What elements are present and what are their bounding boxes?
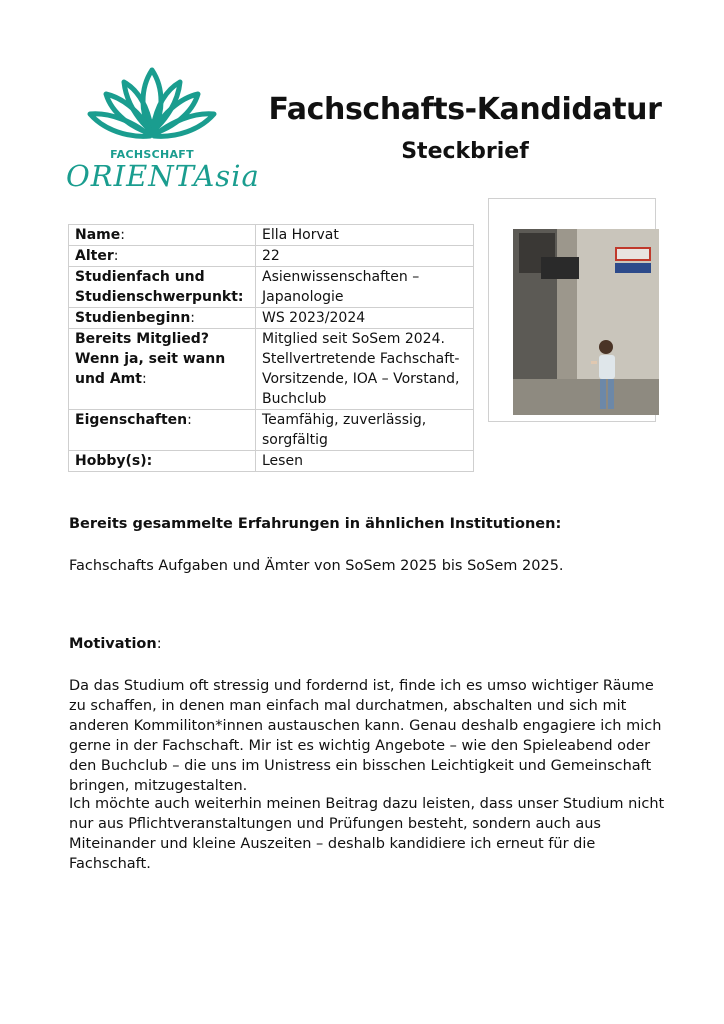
row-label: Hobby(s): <box>69 451 256 472</box>
row-value: Mitglied seit SoSem 2024. Stellvertretende Fachschaft-Vorsitzende, IOA – Vorstand, Buchclub <box>256 329 474 410</box>
table-row <box>69 267 474 308</box>
table-row <box>69 225 474 246</box>
page-title: Fachschafts-Kandidatur <box>268 92 662 127</box>
candidate-photo-frame <box>488 198 656 422</box>
motivation-heading: Motivation: <box>69 636 162 652</box>
logo-subtitle: FACHSCHAFT <box>110 148 194 161</box>
row-label: Eigenschaften: <box>69 410 256 451</box>
row-label: Studienbeginn: <box>69 308 256 329</box>
motivation-paragraph-2: Ich möchte auch weiterhin meinen Beitrag dazu leisten, dass unser Studium nicht nur aus Pflichtveranstaltungen und Prüfungen besteht, sondern auch aus Miteinander und kleine Auszeiten – deshalb kandidiere ich erneut für die Fachschaft. <box>69 796 665 872</box>
row-value: Teamfähig, zuverlässig, sorgfältig <box>256 410 474 451</box>
row-value: Lesen <box>256 451 474 472</box>
row-label: Studienfach und Studienschwerpunkt: <box>69 267 256 308</box>
row-value: WS 2023/2024 <box>256 308 474 329</box>
row-value: 22 <box>256 246 474 267</box>
row-label: Alter: <box>69 246 256 267</box>
table-row <box>69 410 474 451</box>
table-row <box>69 329 474 410</box>
row-value: Ella Horvat <box>256 225 474 246</box>
row-label: Bereits Mitglied? Wenn ja, seit wann und Amt: <box>69 329 256 410</box>
lotus-icon <box>86 66 218 146</box>
row-label: Name: <box>69 225 256 246</box>
table-row <box>69 246 474 267</box>
experience-text: Fachschafts Aufgaben und Ämter von SoSem 2025 bis SoSem 2025. <box>69 558 564 574</box>
experience-heading: Bereits gesammelte Erfahrungen in ähnlichen Institutionen: <box>69 516 562 532</box>
logo-wordmark: ORIENTAsia <box>66 159 260 193</box>
table-row <box>69 451 474 472</box>
motivation-paragraph: Da das Studium oft stressig und fordernd ist, finde ich es umso wichtiger Räume zu schaffen, in denen man einfach mal durchatmen, abschalten und sich mit anderen Kommiliton*innen austauschen kann. Genau deshalb engagiere ich mich gerne in der Fachschaft. Mir ist es wichtig Angebote – wie den Spieleabend oder den Buchclub – die uns im Unistress ein bisschen Leichtigkeit und Gemeinschaft bringen, mitzugestalten. <box>69 678 662 794</box>
profile-table <box>68 224 474 472</box>
table-row <box>69 308 474 329</box>
page-subtitle: Steckbrief <box>401 139 529 164</box>
row-value: Asienwissenschaften – Japanologie <box>256 267 474 308</box>
candidate-photo <box>513 229 659 415</box>
orientasia-logo <box>66 66 260 208</box>
